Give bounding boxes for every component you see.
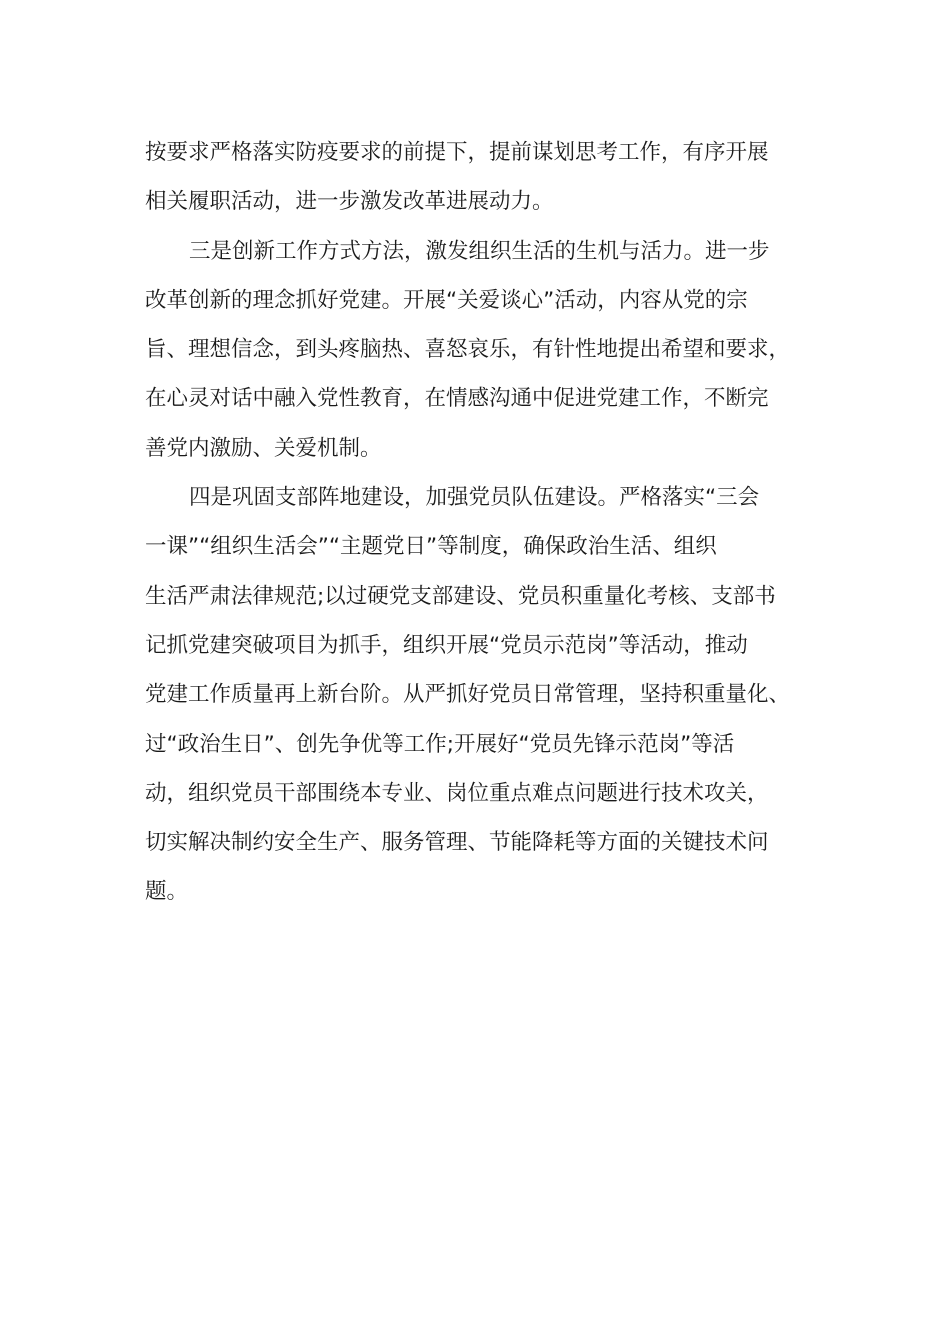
paragraph-line: 善党内激励、关爱机制。 bbox=[145, 435, 382, 461]
paragraph-line: 动，组织党员干部围绕本专业、岗位重点难点问题进行技术攻关， bbox=[145, 780, 769, 806]
paragraph-line: 改革创新的理念抓好党建。开展“关爱谈心”活动，内容从党的宗 bbox=[145, 287, 748, 313]
document-body bbox=[145, 128, 830, 917]
paragraph-line: 党建工作质量再上新台阶。从严抓好党员日常管理，坚持积重量化、 bbox=[145, 682, 791, 708]
paragraph-1 bbox=[145, 128, 830, 227]
paragraph-line: 相关履职活动，进一步激发改革进展动力。 bbox=[145, 189, 554, 215]
paragraph-line: 按要求严格落实防疫要求的前提下，提前谋划思考工作，有序开展 bbox=[145, 140, 769, 165]
paragraph-line: 记抓党建突破项目为抓手，组织开展“党员示范岗”等活动，推动 bbox=[145, 632, 748, 658]
paragraph-line: 三是创新工作方式方法，激发组织生活的生机与活力。进一步 bbox=[189, 238, 770, 264]
paragraph-line: 题。 bbox=[145, 879, 189, 905]
paragraph-line: 四是巩固支部阵地建设，加强党员队伍建设。严格落实“三会 bbox=[189, 485, 760, 511]
paragraph-line: 一课”“组织生活会”“主题党日”等制度，确保政治生活、组织 bbox=[145, 534, 717, 560]
paragraph-line: 过“政治生日”、创先争优等工作;开展好“党员先锋示范岗”等活 bbox=[145, 731, 735, 757]
paragraph-line: 生活严肃法律规范;以过硬党支部建设、党员积重量化考核、支部书 bbox=[145, 583, 776, 609]
paragraph-line: 旨、理想信念，到头疼脑热、喜怒哀乐，有针性地提出希望和要求， bbox=[145, 337, 791, 363]
paragraph-line: 切实解决制约安全生产、服务管理、节能降耗等方面的关键技术问 bbox=[145, 830, 769, 856]
paragraph-line: 在心灵对话中融入党性教育，在情感沟通中促进党建工作，不断完 bbox=[145, 386, 769, 412]
paragraph-3 bbox=[145, 473, 830, 917]
paragraph-2 bbox=[145, 227, 830, 473]
